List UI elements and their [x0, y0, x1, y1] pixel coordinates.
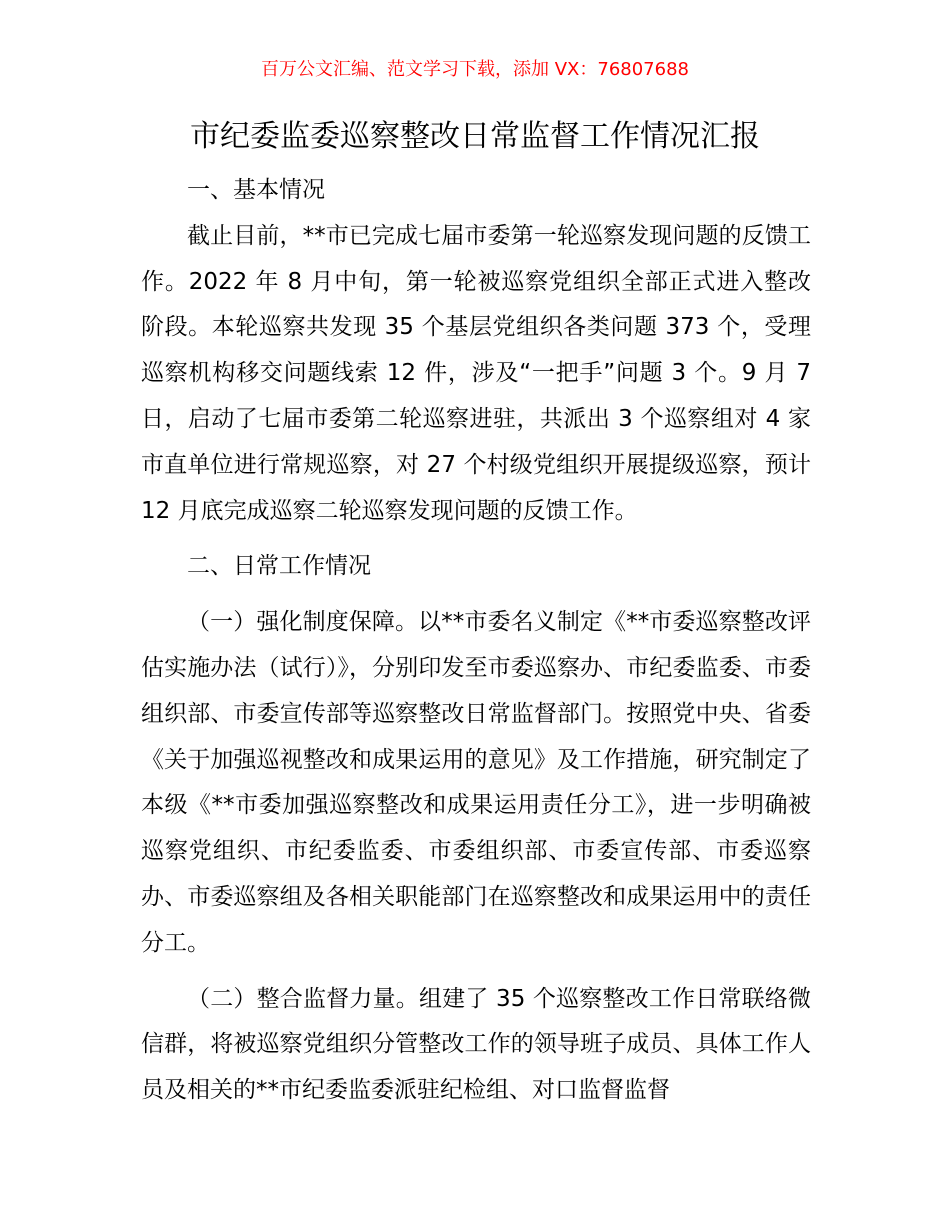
paragraph-basic-situation: 截止目前，**市已完成七届市委第一轮巡察发现问题的反馈工作。2022 年 8 月中旬，第一轮被巡察党组织全部正式进入整改阶段。本轮巡察共发现 35 个基层党组织各类问题 373 个，受理巡察机构移交问题线索 12 件，涉及“一把手”问题 3 个。9 月 7 日，启动了七届市委第二轮巡察进驻，共派出 3 个巡察组对 4 家市直单位进行常规巡察，对 27 个村级党组织开展提级巡察，预计 12 月底完成巡察二轮巡察发现问题的反馈工作。 — [141, 222, 811, 524]
document-body — [141, 168, 811, 1114]
paragraph-system-guarantee: （一）强化制度保障。以**市委名义制定《**市委巡察整改评估实施办法（试行）》，分别印发至市委巡察办、市纪委监委、市委组织部、市委宣传部等巡察整改日常监督部门。按照党中央、省委《关于加强巡视整改和成果运用的意见》及工作措施，研究制定了本级《**市委加强巡察整改和成果运用责任分工》，进一步明确被巡察党组织、市纪委监委、市委组织部、市委宣传部、市委巡察办、市委巡察组及各相关职能部门在巡察整改和成果运用中的责任分工。 — [141, 609, 811, 956]
header-banner: 百万公文汇编、范文学习下载，添加 VX：76807688 — [261, 59, 689, 80]
document-title: 市纪委监委巡察整改日常监督工作情况汇报 — [190, 119, 760, 154]
section-heading-basic-situation: 一、基本情况 — [187, 177, 325, 203]
paragraph-supervision-forces: （二）整合监督力量。组建了 35 个巡察整改工作日常联络微信群，将被巡察党组织分管整改工作的领导班子成员、具体工作人员及相关的**市纪委监委派驻纪检组、对口监督监督 — [141, 985, 811, 1104]
section-heading-daily-work: 二、日常工作情况 — [187, 553, 371, 580]
